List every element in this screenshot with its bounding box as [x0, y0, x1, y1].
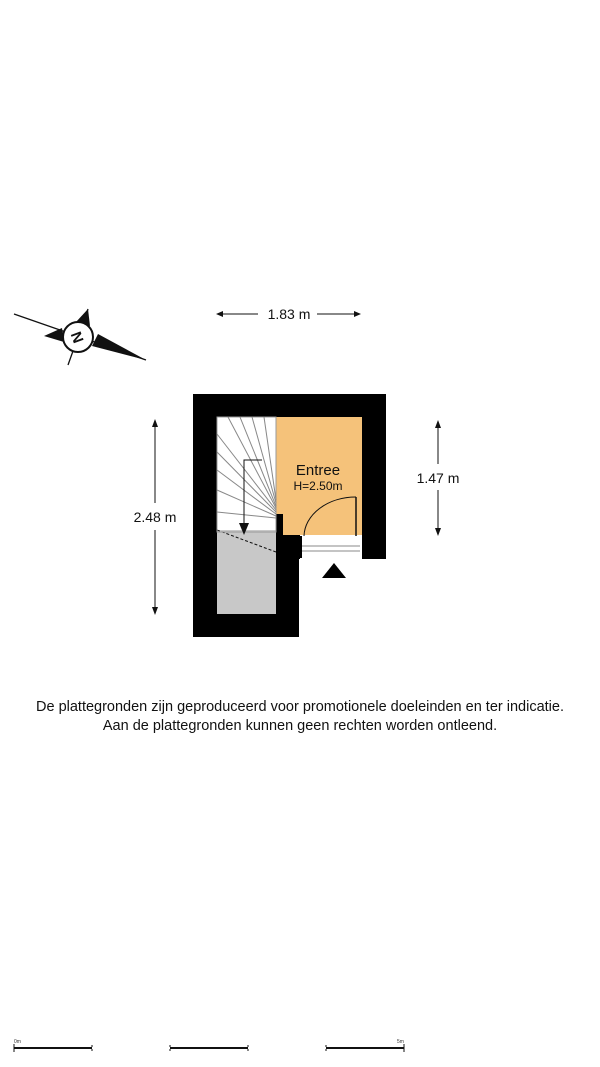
disclaimer-line-1: De plattegronden zijn geproduceerd voor promotionele doeleinden en ter indicatie. — [36, 699, 564, 715]
entrance-arrow-icon — [322, 563, 346, 578]
storage-area — [217, 530, 276, 614]
dimension-height-left-label: 2.48 m — [133, 509, 177, 525]
north-arrow-compass-icon — [14, 309, 146, 365]
dimension-height-left — [134, 419, 177, 615]
dimension-width-top — [216, 306, 361, 322]
scale-end-label: 5m — [397, 1039, 404, 1045]
disclaimer — [0, 698, 600, 736]
room-name: Entree — [295, 462, 341, 479]
room-height: H=2.50m — [293, 479, 343, 493]
dimension-width-label: 1.83 m — [267, 306, 311, 322]
door-threshold — [300, 535, 362, 559]
scale-bar — [14, 1039, 404, 1052]
disclaimer-line-2: Aan de plattegronden kunnen geen rechten worden ontleend. — [102, 718, 498, 734]
dimension-height-right — [417, 420, 460, 536]
compass-north-label: N — [66, 329, 87, 346]
scale-start-label: 0m — [14, 1039, 21, 1045]
dimension-height-right-label: 1.47 m — [416, 470, 460, 486]
